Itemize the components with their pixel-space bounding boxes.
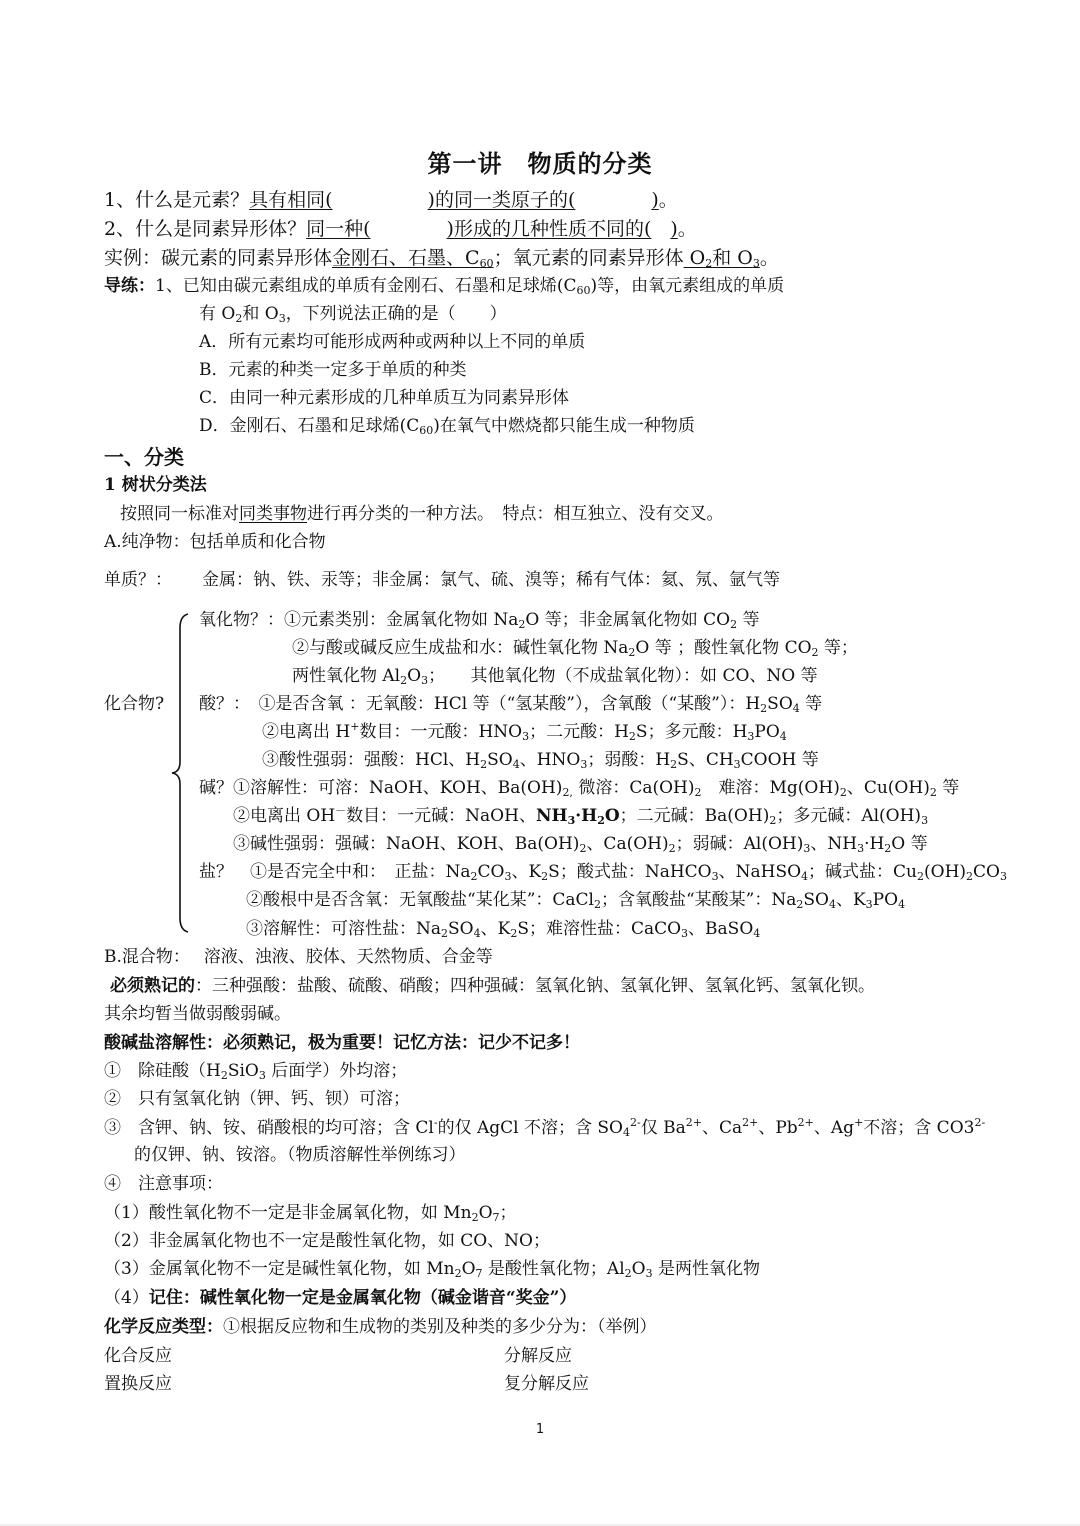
exercise-option-d[interactable]: D．金刚石、石墨和足球烯$(C_{60})$在氧气中燃烧都只能生成一种物质: [199, 416, 695, 437]
base-line-2: ②电离出 OH－数目：一元碱：NaOH、$NH_3\cdot H_2O$；二元碱：$Ba(OH)_2$；多元碱：$Al(OH)_3$: [233, 804, 929, 827]
solubility-rule-3-cont: 的仅钾、钠、铵溶。（物质溶解性举例练习）: [134, 1145, 466, 1165]
oxide-line-1: 氧化物？：①元素类别：金属氧化物如 $Na_2O$ 等；非金属氧化物如 $CO_2$ 等: [199, 610, 760, 631]
exercise-option-a[interactable]: A．所有元素均可能形成两种或两种以上不同的单质: [199, 332, 586, 352]
base-line-1: 碱？①溶解性：可溶：NaOH、KOH、$Ba(OH)_{2,}$ 微溶：$Ca(OH)_2$ 难溶：$Mg(OH)_2$、$Cu(OH)_2$ 等: [199, 778, 960, 799]
rest-weak-line: 其余均暂当做弱酸弱碱。: [104, 1004, 291, 1024]
must-remember-line: 必须熟记的：三种强酸：盐酸、硫酸、硝酸；四种强碱：氢氧化钠、氢氧化钾、氢氧化钙、氢氧化钡。: [110, 976, 875, 996]
salt-line-3: ③溶解性：可溶性盐：$Na_2SO_4$、$K_2S$；难溶性盐：CaCO$_3$、BaSO$_4$: [246, 919, 761, 940]
salt-line-2: ②酸根中是否含氧：无氧酸盐“某化某”：CaCl$_2$；含氧酸盐“某酸某”：$Na_2SO_4$、$K_3PO_4$: [246, 890, 906, 911]
page-number: 1: [535, 1422, 545, 1437]
solubility-heading: 酸碱盐溶解性：必须熟记，极为重要！记忆方法：记少不记多！: [104, 1033, 580, 1053]
reaction-decomposition: 分解反应: [504, 1346, 572, 1366]
oxide-line-2: ②与酸或碱反应生成盐和水：碱性氧化物 $Na_2O$ 等 ；酸性氧化物 $CO_2$ 等；: [292, 638, 858, 659]
fill-blank[interactable]: [333, 188, 428, 212]
exercise-stem: 导练：1、已知由碳元素组成的单质有金刚石、石墨和足球烯$(C_{60})$等，由氧元素组成的单质: [104, 276, 785, 297]
allotrope-example: 实例：碳元素的同素异形体金刚石、石墨、$C_{60}$；氧元素的同素异形体 $O_2$和 $O_3$。: [104, 247, 779, 270]
exercise-option-b[interactable]: B．元素的种类一定多于单质的种类: [199, 360, 467, 380]
curly-brace-icon: [170, 612, 192, 934]
tree-classification-desc: 按照同一标准对同类事物进行再分类的一种方法。 特点：相互独立、没有交叉。: [120, 504, 724, 524]
note-4: （4）记住：碱性氧化物一定是金属氧化物（碱金谐音“奖金”）: [104, 1288, 577, 1308]
salt-line-1: 盐？ ①是否完全中和： 正盐：$Na_2CO_3$、$K_2S$；酸式盐：NaHCO$_3$、NaHSO$_4$；碱式盐：$Cu_2(OH)_2CO_3$: [199, 862, 1007, 883]
fill-blank[interactable]: [651, 217, 670, 241]
section-heading: 一、分类: [104, 445, 184, 469]
sub-heading: 1 树状分类法: [104, 475, 207, 495]
solubility-rule-3: ③ 含钾、钠、铵、硝酸根的均可溶；含 Cl-的仅 AgCl 不溶；含 $SO_4^{2-}$仅 $Ba^{2+}$、$Ca^{2+}$、$Pb^{2+}$、Ag+不溶；含 $CO3^{2-}$: [104, 1116, 986, 1139]
solubility-rule-2: ② 只有氢氧化钠（钾、钙、钡）可溶；: [104, 1089, 410, 1109]
solubility-rule-4: ④ 注意事项：: [104, 1174, 223, 1194]
solubility-rule-1: ① 除硅酸（$H_2SiO_3$ 后面学）外均溶；: [104, 1061, 408, 1082]
acid-line-3: ③酸性强弱：强酸：HCl、$H_2SO_4$、$HNO_3$；弱酸：$H_2S$、$CH_3COOH$ 等: [262, 750, 819, 771]
exercise-stem-cont: 有 $O_2$和 $O_3$，下列说法正确的是（ ）: [199, 304, 507, 325]
fill-blank[interactable]: [371, 217, 447, 241]
reaction-displacement: 置换反应: [104, 1374, 172, 1394]
question-allotrope-definition: 2、什么是同素异形体？同一种( )形成的几种性质不同的( )。: [104, 218, 697, 240]
acid-line-2: ②电离出 H+数目：一元酸：$HNO_3$；二元酸：$H_2S$；多元酸：$H_3PO_4$: [262, 720, 787, 743]
acid-line-1: 酸？： ①是否含氧 ：无氧酸：HCl 等（“氢某酸”），含氧酸（“某酸”）：$H_2SO_4$ 等: [199, 694, 823, 715]
note-1: （1）酸性氧化物不一定是非金属氧化物，如 $Mn_2O_7$；: [104, 1203, 517, 1224]
fill-blank[interactable]: [575, 188, 651, 212]
element-substance-line: 单质？： 金属：钠、铁、汞等；非金属：氯气、硫、溴等；稀有气体：氦、氖、氩气等: [104, 570, 780, 590]
page-title: 第一讲 物质的分类: [427, 149, 653, 178]
exercise-label: 导练：: [104, 276, 155, 296]
note-2: （2）非金属氧化物也不一定是酸性氧化物，如 CO、NO；: [104, 1231, 550, 1251]
question-element-definition: 1、什么是元素？具有相同( )的同一类原子的( )。: [104, 189, 678, 211]
exercise-option-c[interactable]: C．由同一种元素形成的几种单质互为同素异形体: [199, 388, 570, 408]
reaction-double-displacement: 复分解反应: [504, 1374, 589, 1394]
mixture-line: B.混合物： 溶液、浊液、胶体、天然物质、合金等: [104, 947, 493, 967]
base-line-3: ③碱性强弱：强碱：NaOH、KOH、$Ba(OH)_2$、$Ca(OH)_2$；弱碱：$Al(OH)_3$、$NH_3\cdot H_2O$ 等: [233, 834, 928, 855]
oxide-line-3: 两性氧化物 $Al_2O_3$； 其他氧化物（不成盐氧化物）：如 CO、NO 等: [292, 666, 818, 687]
pure-substance-line: A.纯净物：包括单质和化合物: [104, 532, 326, 552]
compound-label: 化合物?: [104, 694, 165, 714]
reaction-types-line: 化学反应类型：①根据反应物和生成物的类别及种类的多少分为：（举例）: [104, 1317, 657, 1337]
note-3: （3）金属氧化物不一定是碱性氧化物，如 $Mn_2O_7$ 是酸性氧化物；$Al_2O_3$ 是两性氧化物: [104, 1259, 760, 1280]
reaction-combination: 化合反应: [104, 1346, 172, 1366]
